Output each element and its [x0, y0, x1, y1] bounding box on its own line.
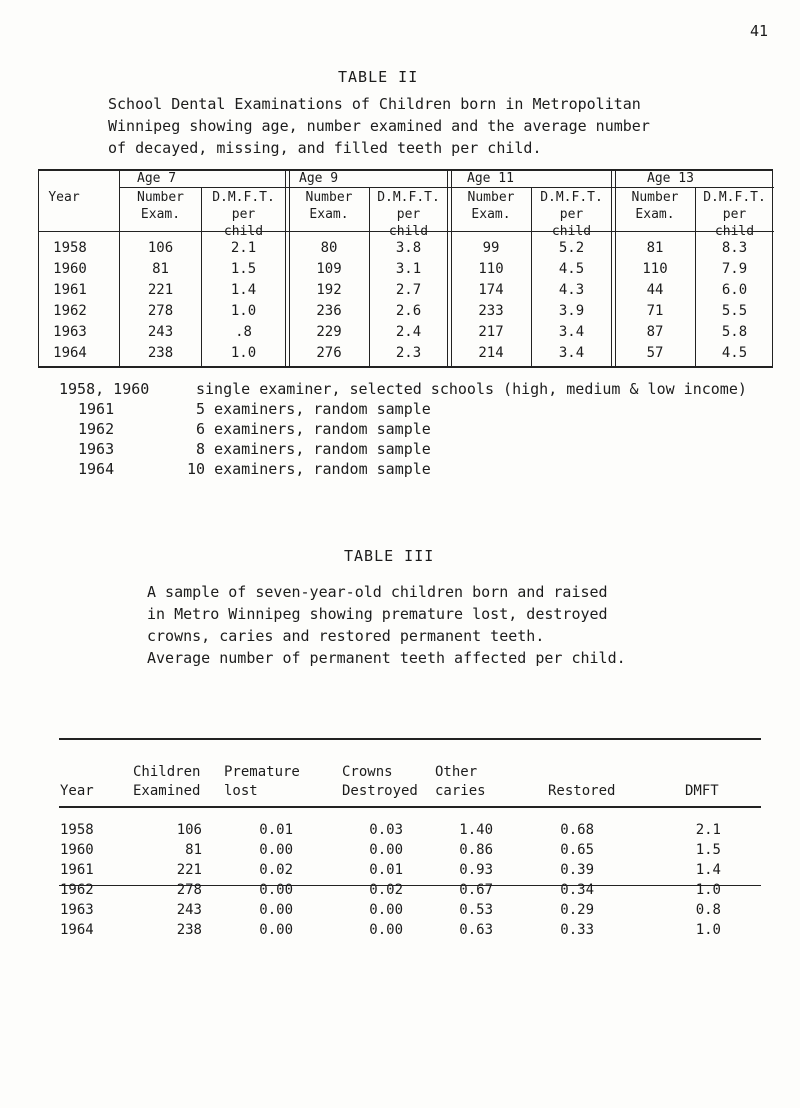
dmft-cell: 1.0 [695, 922, 721, 938]
restored-cell: 0.39 [560, 862, 594, 878]
crowns-destroyed-cell: 0.00 [369, 902, 403, 918]
dmft-cell: 8.3 [721, 240, 748, 256]
restored-cell: 0.68 [560, 822, 594, 838]
dmft-cell: 2.1 [230, 240, 257, 256]
premature-lost-cell: 0.00 [259, 882, 293, 898]
age-group-header: Age 9 [299, 171, 339, 186]
number-examined-cell: 87 [646, 324, 664, 340]
premature-lost-cell: 0.01 [259, 822, 293, 838]
children-examined-cell: 243 [176, 902, 202, 918]
premature-lost-cell: 0.00 [259, 842, 293, 858]
dmft-cell: 6.0 [721, 282, 748, 298]
number-examined-cell: 214 [478, 345, 504, 361]
restored-header: Restored [548, 783, 616, 799]
restored-cell: 0.65 [560, 842, 594, 858]
premature-lost-cell: 0.00 [259, 922, 293, 938]
table2-caption [108, 93, 650, 159]
dmft-cell: 1.5 [230, 261, 257, 277]
dmft-cell: 7.9 [721, 261, 748, 277]
other-caries-cell: 0.63 [459, 922, 493, 938]
number-examined-cell: 99 [482, 240, 500, 256]
year-header: Year [48, 190, 80, 205]
dmft-cell: 3.1 [395, 261, 422, 277]
number-examined-cell: 174 [478, 282, 504, 298]
premature-lost-cell: 0.02 [259, 862, 293, 878]
caption-line: School Dental Examinations of Children born in Metropolitan [108, 95, 641, 113]
restored-cell: 0.34 [560, 882, 594, 898]
row-year: 1962 [60, 882, 94, 898]
row-year: 1963 [53, 324, 87, 340]
row-year: 1962 [53, 303, 87, 319]
number-examined-cell: 217 [478, 324, 504, 340]
restored-cell: 0.29 [560, 902, 594, 918]
crowns-destroyed-cell: 0.01 [369, 862, 403, 878]
number-exam-header: Number Exam. [467, 190, 515, 222]
row-year: 1964 [53, 345, 87, 361]
dmft-cell: 1.4 [230, 282, 257, 298]
children-examined-cell: 106 [176, 822, 202, 838]
table2-title: TABLE II [338, 68, 419, 86]
dmft-cell: 2.6 [395, 303, 422, 319]
dmft-cell: 2.4 [395, 324, 422, 340]
number-examined-cell: 236 [316, 303, 342, 319]
crowns-destroyed-header: Crowns Destroyed [342, 764, 418, 799]
number-examined-cell: 71 [646, 303, 664, 319]
children-examined-cell: 278 [176, 882, 202, 898]
restored-cell: 0.33 [560, 922, 594, 938]
dmft-header: DMFT [685, 783, 719, 799]
number-examined-cell: 81 [152, 261, 169, 277]
dmft-cell: 3.4 [558, 324, 585, 340]
other-caries-cell: 1.40 [459, 822, 493, 838]
dmft-header: D.M.F.T. per child [212, 190, 275, 239]
dmft-cell: 0.8 [695, 902, 721, 918]
dmft-cell: 2.7 [395, 282, 422, 298]
crowns-destroyed-cell: 0.00 [369, 922, 403, 938]
year-header: Year [60, 783, 94, 799]
number-exam-header: Number Exam. [137, 190, 184, 222]
number-examined-cell: 276 [316, 345, 342, 361]
other-caries-cell: 0.86 [459, 842, 493, 858]
children-examined-cell: 238 [176, 922, 202, 938]
dmft-cell: 4.5 [721, 345, 748, 361]
caption-line: A sample of seven-year-old children born and raised [147, 583, 608, 601]
crowns-destroyed-cell: 0.03 [369, 822, 403, 838]
age-group-header: Age 7 [137, 171, 177, 186]
caption-line: of decayed, missing, and filled teeth per child. [108, 139, 542, 157]
number-examined-cell: 57 [646, 345, 664, 361]
number-examined-cell: 278 [147, 303, 174, 319]
dmft-cell: 1.0 [695, 882, 721, 898]
premature-lost-cell: 0.00 [259, 902, 293, 918]
page-number: 41 [749, 22, 768, 40]
caption-line: crowns, caries and restored permanent teeth. [147, 627, 545, 645]
age-group-header: Age 13 [647, 171, 694, 186]
children-examined-cell: 221 [176, 862, 202, 878]
dmft-cell: 5.8 [721, 324, 748, 340]
number-exam-header: Number Exam. [305, 190, 353, 222]
row-year: 1960 [53, 261, 87, 277]
dmft-header: D.M.F.T. per child [540, 190, 603, 239]
dmft-cell: .8 [235, 324, 252, 340]
number-examined-cell: 238 [147, 345, 174, 361]
dmft-cell: 3.8 [395, 240, 422, 256]
row-year: 1961 [60, 862, 94, 878]
number-examined-cell: 233 [478, 303, 504, 319]
number-examined-cell: 192 [316, 282, 342, 298]
children-examined-header: Children Examined [133, 764, 201, 799]
number-examined-cell: 81 [646, 240, 664, 256]
other-caries-cell: 0.93 [459, 862, 493, 878]
dmft-cell: 1.4 [695, 862, 721, 878]
number-examined-cell: 110 [478, 261, 504, 277]
age-group-header: Age 11 [467, 171, 514, 186]
dmft-cell: 5.2 [558, 240, 585, 256]
row-year: 1964 [60, 922, 94, 938]
caption-line: Average number of permanent teeth affected per child. [147, 649, 626, 667]
number-examined-cell: 80 [320, 240, 338, 256]
number-examined-cell: 243 [147, 324, 174, 340]
row-year: 1961 [53, 282, 87, 298]
dmft-cell: 2.1 [695, 822, 721, 838]
table3-title: TABLE III [344, 547, 435, 565]
children-examined-cell: 81 [185, 842, 202, 858]
number-exam-header: Number Exam. [631, 190, 679, 222]
number-examined-cell: 229 [316, 324, 342, 340]
table2 [38, 169, 773, 368]
row-year: 1958 [53, 240, 87, 256]
dmft-cell: 4.3 [558, 282, 585, 298]
number-examined-cell: 44 [646, 282, 664, 298]
row-year: 1960 [60, 842, 94, 858]
other-caries-header: Other caries [435, 764, 486, 799]
dmft-cell: 5.5 [721, 303, 748, 319]
other-caries-cell: 0.67 [459, 882, 493, 898]
dmft-cell: 4.5 [558, 261, 585, 277]
number-examined-cell: 109 [316, 261, 342, 277]
dmft-cell: 2.3 [395, 345, 422, 361]
dmft-cell: 1.5 [695, 842, 721, 858]
premature-lost-header: Premature lost [224, 764, 300, 799]
dmft-cell: 3.4 [558, 345, 585, 361]
caption-line: in Metro Winnipeg showing premature lost, destroyed [147, 605, 608, 623]
dmft-header: D.M.F.T. per child [703, 190, 766, 239]
dmft-header: D.M.F.T. per child [377, 190, 440, 239]
row-year: 1958 [60, 822, 94, 838]
number-examined-cell: 110 [642, 261, 668, 277]
dmft-cell: 1.0 [230, 345, 257, 361]
other-caries-cell: 0.53 [459, 902, 493, 918]
crowns-destroyed-cell: 0.02 [369, 882, 403, 898]
table3 [59, 738, 761, 938]
row-year: 1963 [60, 902, 94, 918]
dmft-cell: 3.9 [558, 303, 585, 319]
number-examined-cell: 106 [147, 240, 174, 256]
caption-line: Winnipeg showing age, number examined and the average number [108, 117, 650, 135]
crowns-destroyed-cell: 0.00 [369, 842, 403, 858]
dmft-cell: 1.0 [230, 303, 257, 319]
table3-caption [147, 581, 626, 669]
number-examined-cell: 221 [147, 282, 174, 298]
